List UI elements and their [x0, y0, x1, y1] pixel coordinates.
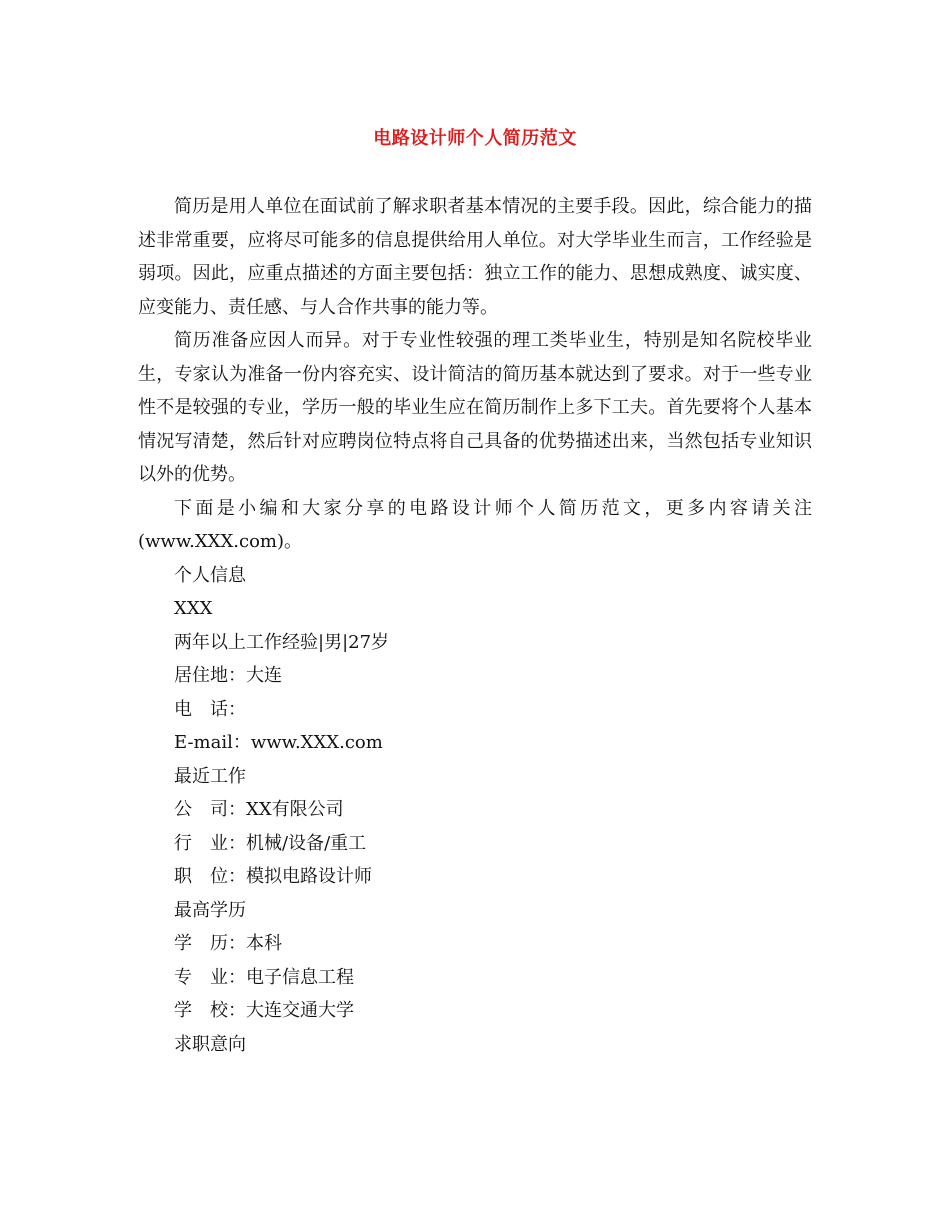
experience-gender-age-line: 两年以上工作经验|男|27岁 — [174, 631, 390, 653]
intro-paragraph: 简历是用人单位在面试前了解求职者基本情况的主要手段。因此，综合能力的描述非常重要，应将尽可能多的信息提供给用人单位。对大学毕业生而言，工作经验是弱项。因此，应重点描述的方面主要包括：独立工作的能力、思想成熟度、诚实度、应变能力、责任感、与人合作共事的能力等。 — [138, 196, 812, 318]
email-line: E-mail：www.XXX.com — [174, 732, 383, 753]
name-line: XXX — [174, 598, 213, 619]
residence-line: 居住地：大连 — [174, 665, 282, 686]
major-line: 专 业：电子信息工程 — [174, 966, 354, 988]
position-line: 职 位：模拟电路设计师 — [174, 866, 372, 887]
company-line: 公 司：XX有限公司 — [174, 799, 344, 820]
degree-line: 学 历：本科 — [174, 933, 282, 954]
school-line: 学 校：大连交通大学 — [174, 1000, 354, 1021]
section-heading-job-intention: 求职意向 — [174, 1033, 246, 1055]
document-body — [138, 190, 812, 1061]
section-heading-recent-work: 最近工作 — [174, 765, 246, 787]
share-paragraph: 下面是小编和大家分享的电路设计师个人简历范文，更多内容请关注(www.XXX.com)。 — [138, 497, 812, 552]
section-heading-education: 最高学历 — [174, 899, 246, 921]
industry-line: 行 业：机械/设备/重工 — [174, 832, 367, 854]
advice-paragraph: 简历准备应因人而异。对于专业性较强的理工类毕业生，特别是知名院校毕业生，专家认为准备一份内容充实、设计简洁的简历基本就达到了要求。对于一些专业性不是较强的专业，学历一般的毕业生应在简历制作上多下工夫。首先要将个人基本情况写清楚，然后针对应聘岗位特点将自己具备的优势描述出来，当然包括专业知识以外的优势。 — [138, 330, 812, 485]
document-title: 电路设计师个人简历范文 — [373, 128, 577, 149]
phone-line: 电 话： — [174, 698, 246, 720]
section-heading-personal-info: 个人信息 — [174, 564, 246, 586]
